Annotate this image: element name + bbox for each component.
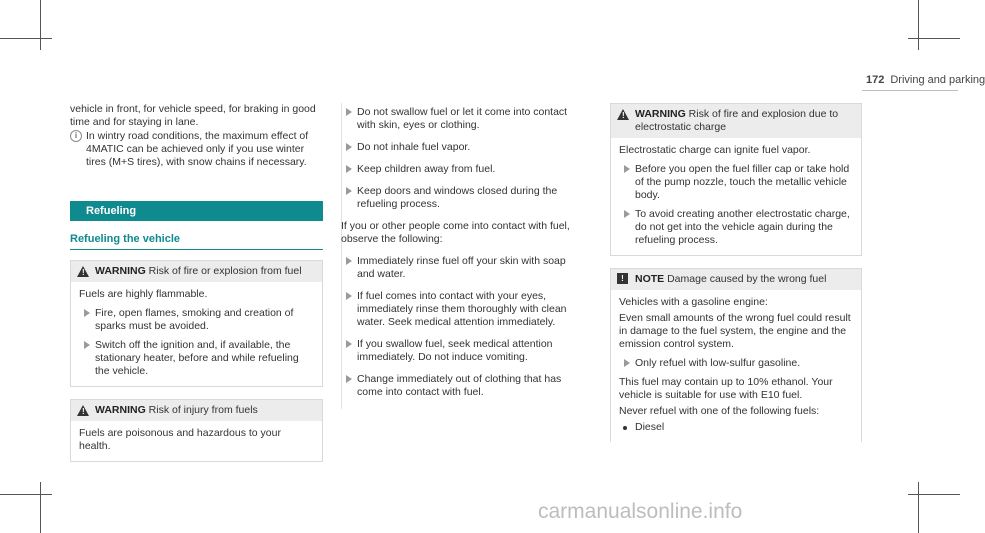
list-item-text: Do not inhale fuel vapor. <box>357 141 471 153</box>
warning-body: Electrostatic charge can ignite fuel vapor. <box>619 144 811 156</box>
arrow-bullet-icon <box>624 210 630 218</box>
arrow-bullet-icon <box>624 165 630 173</box>
page-header <box>866 74 985 86</box>
note-box-wrong-fuel <box>610 268 862 442</box>
list-item-text: Fire, open flames, smoking and creation of sparks must be avoided. <box>95 307 294 332</box>
header-rule <box>862 90 958 91</box>
list-item-text: Diesel <box>635 421 665 433</box>
list-item <box>341 255 586 281</box>
warning-label: WARNING <box>95 404 146 416</box>
list-item <box>619 421 853 434</box>
warning-subject: Risk of injury from fuels <box>148 404 258 416</box>
column-1 <box>70 103 323 462</box>
note-header <box>611 269 861 290</box>
crop-mark <box>0 494 52 495</box>
info-icon: i <box>70 130 82 142</box>
warning-triangle-icon: ! <box>77 266 89 277</box>
list-item <box>341 185 586 211</box>
info-note <box>70 130 323 169</box>
arrow-bullet-icon <box>84 341 90 349</box>
list-item <box>341 373 586 399</box>
arrow-bullet-icon <box>346 340 352 348</box>
arrow-bullet-icon <box>346 257 352 265</box>
crop-mark <box>918 482 919 533</box>
instruction-paragraph: If you or other people come into contact with fuel, observe the following: <box>341 220 570 245</box>
warning-label: WARNING <box>635 108 686 120</box>
warning-subject: Risk of fire or explosion from fuel <box>148 265 302 277</box>
column-3 <box>610 103 862 442</box>
warning-box-electrostatic <box>610 103 862 256</box>
note-text: Vehicles with a gasoline engine: <box>619 296 768 308</box>
list-item <box>341 290 586 329</box>
warning-label: WARNING <box>95 265 146 277</box>
warning-body: Fuels are highly flammable. <box>79 288 208 300</box>
crop-mark <box>40 0 41 50</box>
list-item <box>619 163 853 202</box>
crop-mark <box>40 482 41 533</box>
warning-box-injury <box>70 399 323 462</box>
info-note-text: In wintry road conditions, the maximum effect of 4MATIC can be achieved only if you use winter tires (M+S tires), with snow chains if necessary. <box>86 130 309 168</box>
warning-triangle-icon: ! <box>77 405 89 416</box>
arrow-bullet-icon <box>346 375 352 383</box>
warning-triangle-icon: ! <box>617 109 629 120</box>
note-text: Never refuel with one of the following fuels: <box>619 405 820 417</box>
arrow-bullet-icon <box>624 359 630 367</box>
crop-mark <box>908 38 960 39</box>
arrow-bullet-icon <box>346 187 352 195</box>
crop-mark <box>918 0 919 50</box>
arrow-bullet-icon <box>346 292 352 300</box>
section-name: Driving and parking <box>890 74 985 86</box>
list-item-text: To avoid creating another electrostatic charge, do not get into the vehicle again during the refueling process. <box>635 208 850 246</box>
subsection-title: Refueling the vehicle <box>70 227 323 250</box>
page-number: 172 <box>866 74 885 86</box>
note-label: NOTE <box>635 273 665 285</box>
arrow-bullet-icon <box>346 143 352 151</box>
list-item <box>341 163 586 176</box>
list-item-text: Switch off the ignition and, if available, the stationary heater, before and while refueling the vehicle. <box>95 339 299 377</box>
warning-body: Fuels are poisonous and hazardous to your health. <box>79 427 281 452</box>
warning-box-fire <box>70 260 323 387</box>
warning-header <box>611 104 861 138</box>
bullet-dot-icon <box>623 426 627 430</box>
list-item <box>341 106 586 132</box>
warning-header <box>71 400 322 421</box>
arrow-bullet-icon <box>346 165 352 173</box>
list-item-text: If you swallow fuel, seek medical attention immediately. Do not induce vomiting. <box>357 338 553 363</box>
arrow-bullet-icon <box>346 108 352 116</box>
list-item <box>341 141 586 154</box>
list-item-text: Keep children away from fuel. <box>357 163 496 175</box>
list-item <box>619 357 853 370</box>
arrow-bullet-icon <box>84 309 90 317</box>
section-title: Refueling <box>70 201 323 221</box>
list-item-text: Before you open the fuel filler cap or take hold of the pump nozzle, touch the metallic vehicle body. <box>635 163 850 201</box>
list-item-text: Immediately rinse fuel off your skin with soap and water. <box>357 255 566 280</box>
warning-header <box>71 261 322 282</box>
list-item <box>341 338 586 364</box>
intro-text: vehicle in front, for vehicle speed, for braking in good time and for staying in lane. <box>70 103 316 128</box>
note-text: This fuel may contain up to 10% ethanol. Your vehicle is suitable for use with E10 fuel. <box>619 376 833 401</box>
column-2 <box>341 103 586 399</box>
list-item-text: Keep doors and windows closed during the refueling process. <box>357 185 558 210</box>
list-item-text: Change immediately out of clothing that has come into contact with fuel. <box>357 373 562 398</box>
crop-mark <box>908 494 960 495</box>
list-item-text: Do not swallow fuel or let it come into contact with skin, eyes or clothing. <box>357 106 568 131</box>
crop-mark <box>0 38 52 39</box>
list-item-text: If fuel comes into contact with your eyes, immediately rinse them thoroughly with clean water. Seek medical attention immediately. <box>357 290 567 328</box>
list-item <box>79 307 314 333</box>
watermark: carmanualsonline.info <box>538 500 743 523</box>
list-item-text: Only refuel with low-sulfur gasoline. <box>635 357 801 369</box>
list-item <box>79 339 314 378</box>
warning-subject: Risk of fire and explosion due to electrostatic charge <box>635 108 839 133</box>
note-subject: Damage caused by the wrong fuel <box>667 273 827 285</box>
list-item <box>619 208 853 247</box>
note-text: Even small amounts of the wrong fuel could result in damage to the fuel system, the engine and the emission control system. <box>619 312 851 350</box>
exclamation-icon: ! <box>617 273 628 284</box>
